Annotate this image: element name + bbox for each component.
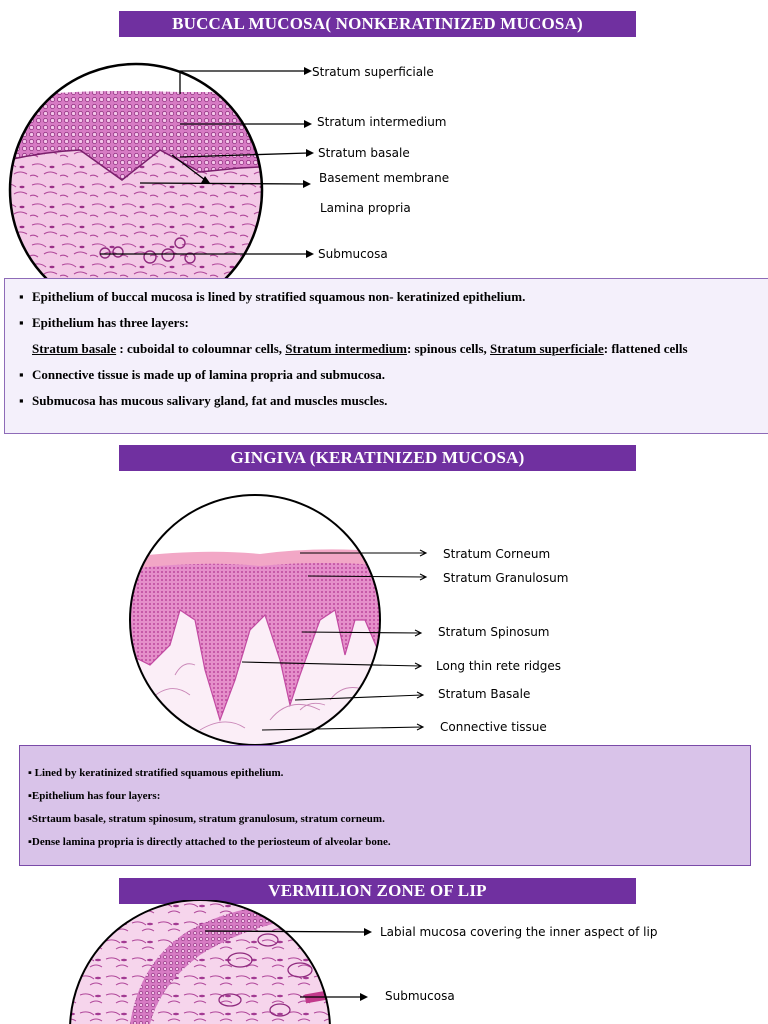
bullet-icon: ▪ xyxy=(28,836,32,848)
label-submucosa: Submucosa xyxy=(318,247,388,261)
vermilion-title-banner: VERMILION ZONE OF LIP xyxy=(119,878,636,904)
label-rete-ridges: Long thin rete ridges xyxy=(436,659,562,673)
list-item: ▪Epithelium has four layers: xyxy=(28,790,161,802)
buccal-title-banner: BUCCAL MUCOSA( NONKERATINIZED MUCOSA) xyxy=(119,11,636,37)
list-item: ▪ Lined by keratinized stratified squamous epithelium. xyxy=(28,767,284,779)
gingiva-title-banner: GINGIVA (KERATINIZED MUCOSA) xyxy=(119,445,636,471)
label-stratum-basale: Stratum Basale xyxy=(438,687,531,701)
vermilion-figure xyxy=(0,900,768,1024)
label-stratum-intermedium: Stratum intermedium xyxy=(317,115,447,129)
bullet-icon: ▪ xyxy=(19,289,24,304)
label-submucosa: Submucosa xyxy=(385,989,455,1003)
bullet-icon: ▪ xyxy=(28,813,32,825)
gingiva-description-box xyxy=(19,745,751,866)
label-stratum-corneum: Stratum Corneum xyxy=(443,547,551,561)
label-labial-mucosa: Labial mucosa covering the inner aspect of lip xyxy=(380,925,658,939)
list-item: ▪ Connective tissue is made up of lamina propria and submucosa. xyxy=(19,367,385,382)
bullet-icon: ▪ xyxy=(19,315,24,330)
label-stratum-spinosum: Stratum Spinosum xyxy=(438,625,550,639)
bullet-icon: ▪ xyxy=(19,393,24,408)
label-stratum-granulosum: Stratum Granulosum xyxy=(443,571,569,585)
list-item: ▪ Epithelium of buccal mucosa is lined by stratified squamous non- keratinized epithelium. xyxy=(19,289,526,304)
buccal-description-box xyxy=(4,278,768,434)
bullet-icon: ▪ xyxy=(19,367,24,382)
list-item: ▪Strtaum basale, stratum spinosum, stratum granulosum, stratum corneum. xyxy=(28,813,385,825)
label-lamina-propria: Lamina propria xyxy=(320,201,411,215)
list-item: ▪Dense lamina propria is directly attached to the periosteum of alveolar bone. xyxy=(28,836,391,848)
layers-description-line: Stratum basale : cuboidal to coloumnar cells, Stratum intermedium: spinous cells, Stratum superficiale: flattened cells xyxy=(32,341,688,356)
list-item: ▪ Submucosa has mucous salivary gland, fat and muscles muscles. xyxy=(19,393,388,408)
label-stratum-superficiale: Stratum superficiale xyxy=(312,65,434,79)
list-item: ▪ Epithelium has three layers: xyxy=(19,315,189,330)
label-stratum-basale: Stratum basale xyxy=(318,146,410,160)
label-connective-tissue: Connective tissue xyxy=(440,720,547,734)
gingiva-figure xyxy=(0,470,768,745)
bullet-icon: ▪ xyxy=(28,790,32,802)
bullet-icon: ▪ xyxy=(28,767,32,779)
label-basement-membrane: Basement membrane xyxy=(319,171,450,185)
